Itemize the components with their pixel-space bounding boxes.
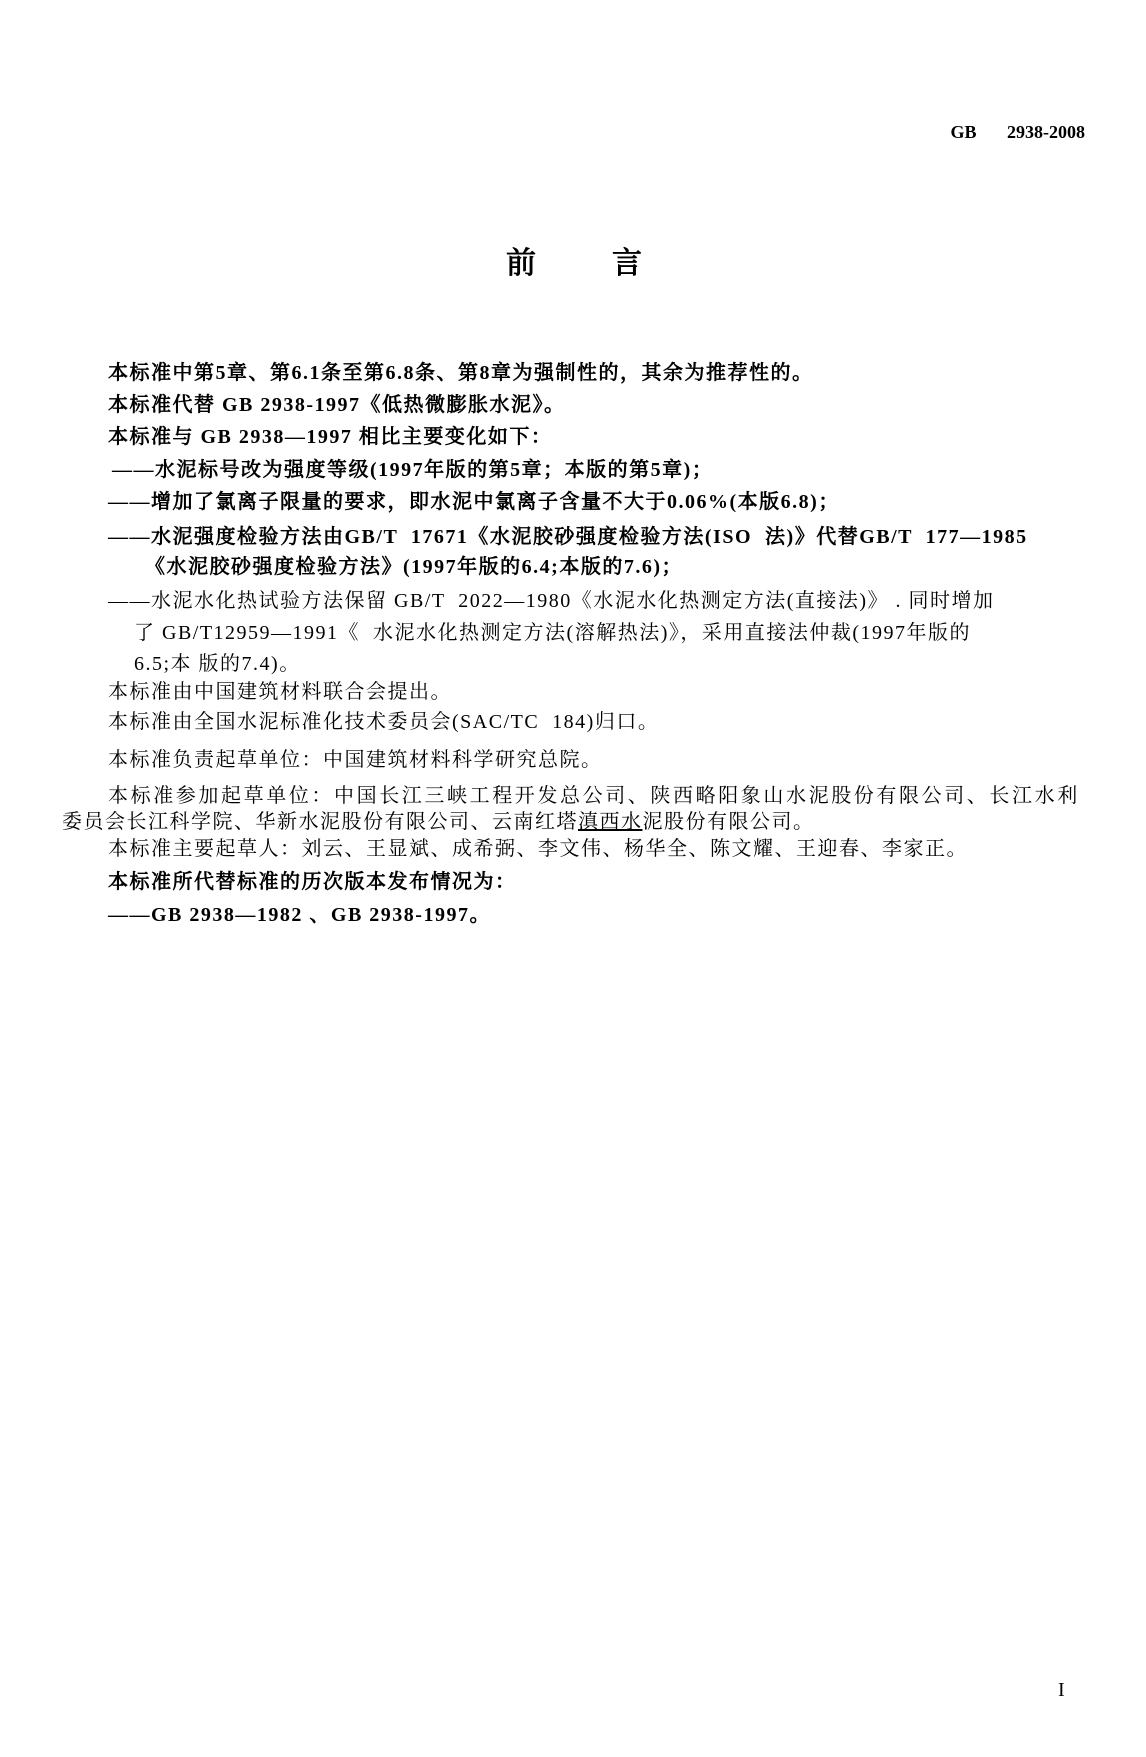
previous-editions-intro: 本标准所代替标准的历次版本发布情况为： bbox=[108, 871, 517, 893]
proposer-note: 本标准由中国建筑材料联合会提出。 bbox=[108, 681, 452, 703]
change-item-4-continued: 了 GB/T12959—1991《 水泥水化热测定方法(溶解热法)》，采用直接法仲裁(1997年版的 bbox=[134, 622, 972, 644]
changes-intro: 本标准与 GB 2938—1997 相比主要变化如下： bbox=[108, 426, 553, 448]
standard-number: GB 2938-2008 bbox=[950, 122, 1085, 142]
units-text-before: 委员会长江科学院、华新水泥股份有限公司、云南红塔 bbox=[62, 811, 578, 833]
previous-editions-list: ——GB 2938—1982 、GB 2938-1997。 bbox=[108, 904, 491, 926]
replaces-note: 本标准代替 GB 2938-1997《低热微膨胀水泥》。 bbox=[108, 394, 566, 416]
units-text-after: 泥股份有限公司。 bbox=[642, 811, 815, 833]
participating-drafting-units: 本标准参加起草单位：中国长江三峡工程开发总公司、陕西略阳象山水泥股份有限公司、长江水利 bbox=[108, 785, 1080, 807]
change-item-2: ——增加了氯离子限量的要求，即水泥中氯离子含量不大于0.06%(本版6.8)； bbox=[108, 491, 840, 513]
underlined-text: 滇西水 bbox=[578, 811, 643, 833]
main-drafters: 本标准主要起草人：刘云、王显斌、成希弼、李文伟、杨华全、陈文耀、王迎春、李家正。 bbox=[108, 838, 968, 860]
centralized-management-note: 本标准由全国水泥标准化技术委员会(SAC/TC 184)归口。 bbox=[108, 711, 660, 733]
mandatory-clauses-note: 本标准中第5章、第6.1条至第6.8条、第8章为强制性的，其余为推荐性的。 bbox=[108, 362, 814, 384]
change-item-4-end: 6.5;本 版的7.4)。 bbox=[134, 653, 301, 675]
page-title: 前言 bbox=[506, 247, 718, 280]
change-item-1: ——水泥标号改为强度等级(1997年版的第5章；本版的第5章)； bbox=[112, 459, 714, 481]
participating-drafting-units-continued bbox=[62, 810, 815, 834]
change-item-3: ——水泥强度检验方法由GB/T 17671《水泥胶砂强度检验方法(ISO 法)》代替GB/T 177—1985 bbox=[108, 526, 1028, 548]
change-item-3-continued: 《水泥胶砂强度检验方法》(1997年版的6.4;本版的7.6)； bbox=[145, 556, 683, 578]
page-number: I bbox=[1058, 1679, 1065, 1701]
lead-drafting-unit: 本标准负责起草单位：中国建筑材料科学研究总院。 bbox=[108, 749, 603, 771]
change-item-4: ——水泥水化热试验方法保留 GB/T 2022—1980《水泥水化热测定方法(直接法)》 . 同时增加 bbox=[108, 590, 995, 612]
